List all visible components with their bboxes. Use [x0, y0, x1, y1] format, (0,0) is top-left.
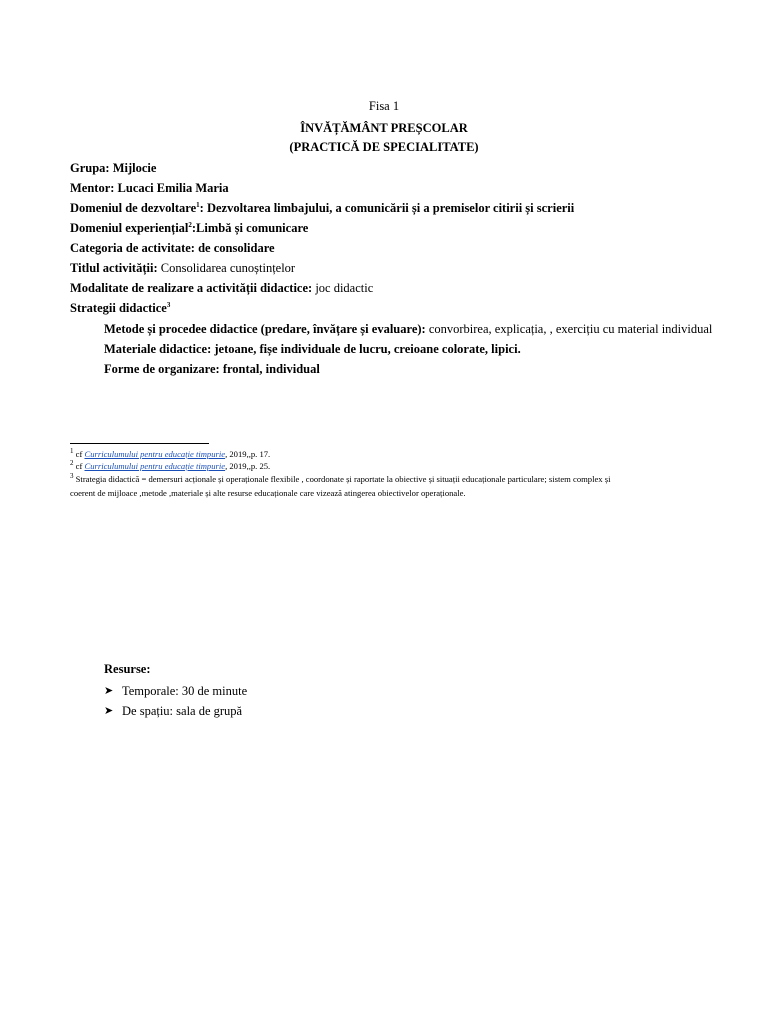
- experiential-domain-label: Domeniul experiențial: [70, 221, 189, 235]
- footnote-1: [70, 449, 270, 460]
- activity-title-label: Titlul activității:: [70, 261, 158, 275]
- sheet-number: Fisa 1: [368, 99, 400, 113]
- footnote-3-number: 3: [70, 472, 74, 481]
- methods-value: convorbirea, explicația, , exercițiu cu material individual: [425, 322, 713, 336]
- footnote-2-pre: cf: [73, 461, 85, 471]
- arrow-bullet-icon: ➤: [104, 705, 114, 717]
- footnote-3-continuation: coerent de mijloace ,metode ,materiale și alte resurse educaționale care vizează atingerea obiectivelor operaționale.: [70, 488, 466, 498]
- footnote-1-post: , 2019,,p. 17.: [225, 449, 271, 459]
- organization-forms-line: Forme de organizare: frontal, individual: [104, 362, 320, 376]
- footnote-separator: [70, 443, 209, 444]
- experiential-domain-value: :Limbă și comunicare: [191, 221, 309, 235]
- footnote-3-text-line1: Strategia didactică = demersuri acționale și operaționale flexibile , coordonate și raportate la obiective și situații educaționale particulare; sistem complex și: [73, 474, 611, 484]
- materials-line: Materiale didactice: jetoane, fișe individuale de lucru, creioane colorate, lipici.: [104, 342, 521, 356]
- footnote-ref-1: 1: [196, 200, 200, 209]
- methods-line: [104, 321, 712, 337]
- footnote-2-number: 2: [70, 459, 74, 468]
- modality-line: [70, 280, 373, 296]
- footnote-1-pre: cf: [73, 449, 85, 459]
- footnote-2: [70, 461, 270, 472]
- activity-title-line: [70, 260, 295, 276]
- footnote-ref-2: 2: [188, 220, 192, 229]
- footnote-3: [70, 474, 610, 485]
- experiential-domain-line: [70, 220, 308, 236]
- development-domain-line: [70, 200, 574, 216]
- resource-item-temporal: Temporale: 30 de minute: [122, 684, 248, 698]
- modality-value: joc didactic: [312, 281, 374, 295]
- mentor-line: Mentor: Lucaci Emilia Maria: [70, 181, 229, 195]
- resource-item-space: De spațiu: sala de grupă: [122, 704, 243, 718]
- activity-title-value: Consolidarea cunoștințelor: [157, 261, 296, 275]
- arrow-bullet-icon: ➤: [104, 685, 114, 697]
- group-line: Grupa: Mijlocie: [70, 161, 157, 175]
- footnote-1-number: 1: [70, 447, 74, 456]
- activity-category-line: Categoria de activitate: de consolidare: [70, 241, 275, 255]
- footnote-2-post: , 2019,,p. 25.: [225, 461, 271, 471]
- methods-label: Metode și procedee didactice (predare, învățare și evaluare):: [104, 322, 426, 336]
- footnote-1-link[interactable]: Curriculumului pentru educație timpurie: [84, 449, 226, 459]
- development-domain-value: : Dezvoltarea limbajului, a comunicării și a premiselor citirii și scrierii: [199, 201, 575, 215]
- resources-title: Resurse:: [104, 662, 151, 676]
- strategies-line: [70, 300, 170, 316]
- modality-label: Modalitate de realizare a activității didactice:: [70, 281, 313, 295]
- strategies-label: Strategii didactice: [70, 301, 167, 315]
- document-title: ÎNVĂȚĂMÂNT PREȘCOLAR: [300, 121, 468, 135]
- document-subtitle: (PRACTICĂ DE SPECIALITATE): [289, 140, 479, 154]
- footnote-ref-3: 3: [166, 300, 171, 309]
- development-domain-label: Domeniul de dezvoltare: [70, 201, 197, 215]
- footnote-2-link[interactable]: Curriculumului pentru educație timpurie: [84, 461, 226, 471]
